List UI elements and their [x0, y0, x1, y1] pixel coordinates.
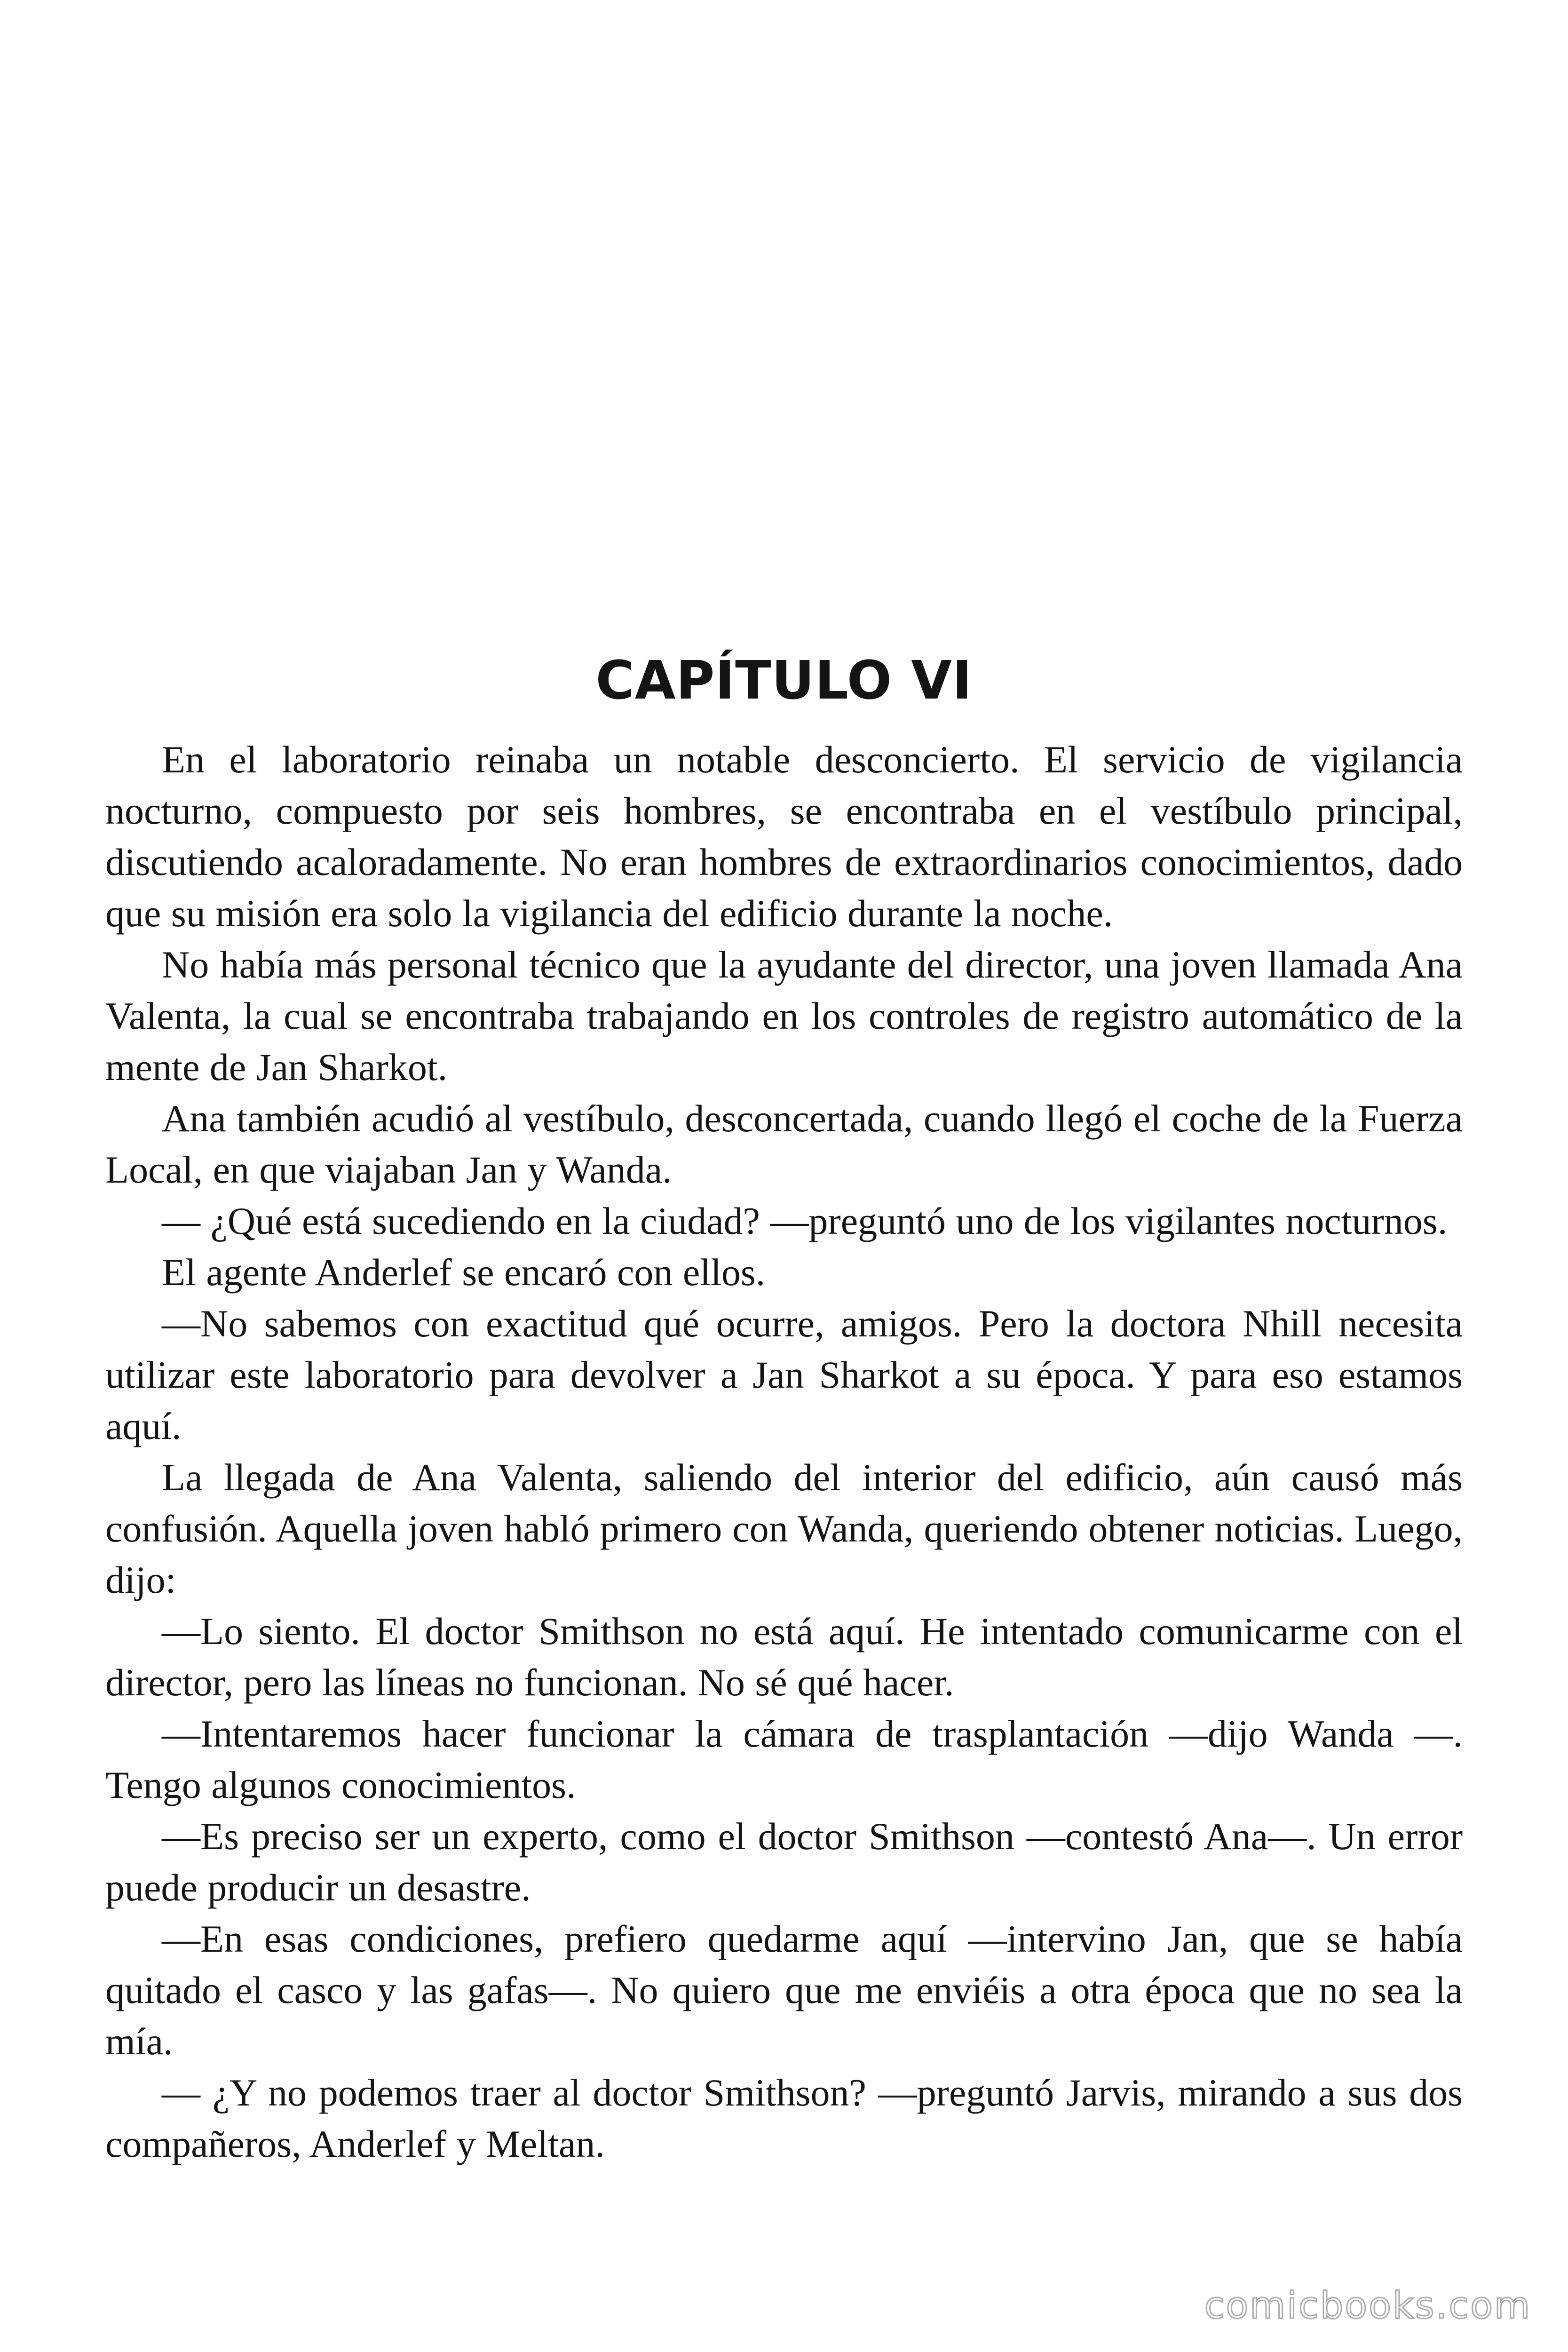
paragraph: —No sabemos con exactitud qué ocurre, amigos. Pero la doctora Nhill necesita utilizar este laboratorio para devolver a Jan Sharkot a su época. Y para eso estamos aquí.: [105, 1302, 1463, 1447]
chapter-body: [105, 734, 1463, 2169]
chapter-title: CAPÍTULO VI: [595, 650, 973, 711]
paragraph: En el laboratorio reinaba un notable desconcierto. El servicio de vigilancia nocturno, compuesto por seis hombres, se encontraba en el vestíbulo principal, discutiendo acaloradamente. No eran hombres de extraordinarios conocimientos, dado que su misión era solo la vigilancia del edificio durante la noche.: [105, 738, 1463, 935]
paragraph: — ¿Y no podemos traer al doctor Smithson? —preguntó Jarvis, mirando a sus dos compañeros, Anderlef y Meltan.: [105, 2071, 1463, 2165]
paragraph: —En esas condiciones, prefiero quedarme aquí —intervino Jan, que se había quitado el casco y las gafas—. No quiero que me enviéis a otra época que no sea la mía.: [105, 1917, 1463, 2063]
site-watermark: comicbooks.com: [1204, 2285, 1531, 2327]
paragraph: La llegada de Ana Valenta, saliendo del interior del edificio, aún causó más confusión. Aquella joven habló primero con Wanda, queriendo obtener noticias. Luego, dijo:: [105, 1456, 1463, 1601]
paragraph: — ¿Qué está sucediendo en la ciudad? —preguntó uno de los vigilantes nocturnos.: [162, 1200, 1448, 1242]
paragraph: —Lo siento. El doctor Smithson no está aquí. He intentado comunicarme con el director, pero las líneas no funcionan. No sé qué hacer.: [105, 1610, 1463, 1704]
paragraph: El agente Anderlef se encaró con ellos.: [162, 1251, 766, 1294]
paragraph: Ana también acudió al vestíbulo, desconcertada, cuando llegó el coche de la Fuerza Local, en que viajaban Jan y Wanda.: [105, 1097, 1463, 1191]
paragraph: No había más personal técnico que la ayudante del director, una joven llamada Ana Valenta, la cual se encontraba trabajando en los controles de registro automático de la mente de Jan Sharkot.: [105, 943, 1463, 1089]
paragraph: —Es preciso ser un experto, como el doctor Smithson —contestó Ana—. Un error puede producir un desastre.: [105, 1815, 1463, 1909]
paragraph: —Intentaremos hacer funcionar la cámara de trasplantación —dijo Wanda —. Tengo algunos conocimientos.: [105, 1712, 1463, 1806]
